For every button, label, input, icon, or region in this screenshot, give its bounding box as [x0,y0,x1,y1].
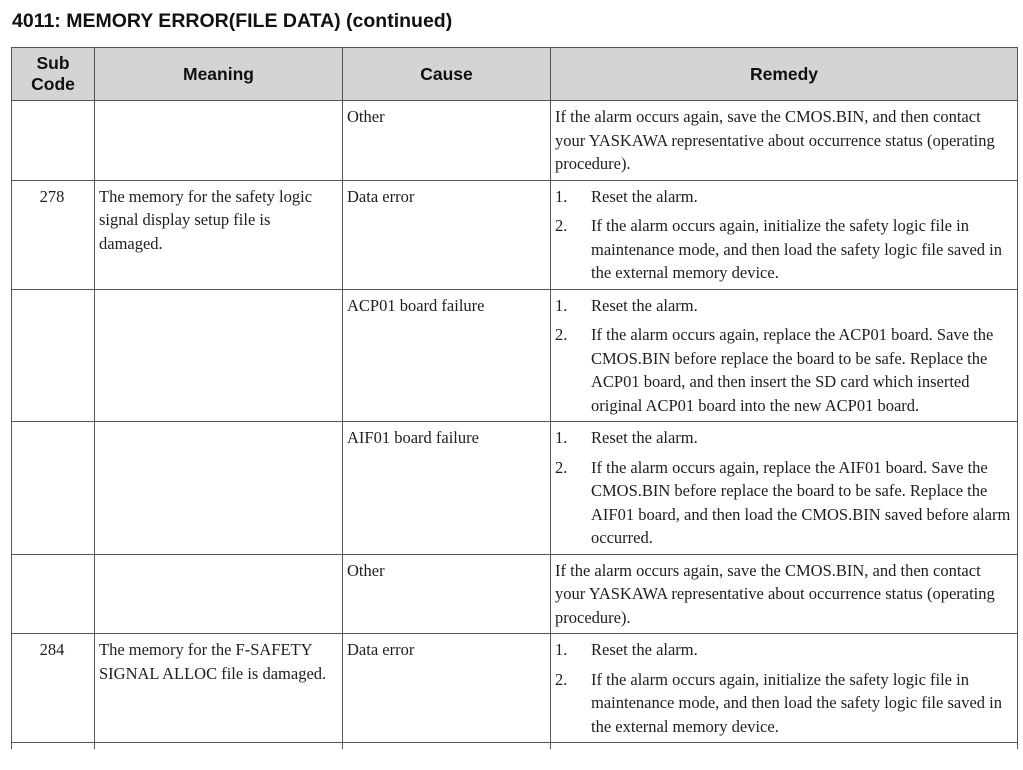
step-number: 1. [555,186,568,206]
meaning-cell [95,289,343,422]
step-number: 2. [555,669,568,689]
table-row [12,634,1018,743]
remedy-cell [551,101,1018,181]
table-continuation-row [12,743,1018,750]
step-text: Reset the alarm. [591,186,698,206]
table-header-row [12,48,1018,101]
continuation-cell [95,743,343,750]
remedy-step [555,456,1011,550]
remedy-step [555,426,1011,450]
header-remedy: Remedy [551,48,1018,101]
header-cause: Cause [343,48,551,101]
sub-code-cell [12,554,95,634]
sub-code-cell: 278 [12,180,95,289]
meaning-cell: The memory for the safety logic signal display setup file is damaged. [95,180,343,289]
remedy-cell [551,634,1018,743]
step-number: 2. [555,216,568,235]
remedy-cell [551,554,1018,634]
step-text: If the alarm occurs again, replace the AIF01 board. Save the CMOS.BIN before replace the board to be safe. Replace the AIF01 board, and then load the CMOS.BIN saved before alarm occurred. [591,457,1011,547]
remedy-steps-list [555,426,1011,550]
step-text: If the alarm occurs again, replace the ACP01 board. Save the CMOS.BIN before replace the board to be safe. Replace the ACP01 board, and then insert the SD card which inserted original ACP01 board into the new ACP01 board. [591,325,994,415]
remedy-steps-list [555,638,1011,738]
table-row [12,180,1018,289]
continuation-cell [343,743,551,750]
table-row [12,554,1018,634]
remedy-step [555,668,1011,739]
sub-code-cell [12,101,95,181]
meaning-cell: The memory for the F-SAFETY SIGNAL ALLOC file is damaged. [95,634,343,743]
table-row [12,422,1018,555]
cause-cell: Other [343,101,551,181]
remedy-steps-list [555,185,1011,285]
sub-code-cell: 284 [12,634,95,743]
alarm-table [11,47,1018,749]
header-meaning: Meaning [95,48,343,101]
cause-cell: ACP01 board failure [343,289,551,422]
cause-cell: Data error [343,634,551,743]
cause-cell: Other [343,554,551,634]
table-row [12,101,1018,181]
step-text: Reset the alarm. [591,295,698,315]
remedy-step [555,294,1011,318]
step-number: 2. [555,457,568,477]
continuation-cell [551,743,1018,750]
remedy-steps-list [555,294,1011,418]
remedy-cell [551,422,1018,555]
meaning-cell [95,422,343,555]
meaning-cell [95,101,343,181]
header-sub-code: Sub Code [12,48,95,101]
step-text: Reset the alarm. [591,640,698,659]
step-text: Reset the alarm. [591,428,698,447]
step-text: If the alarm occurs again, initialize the safety logic file in maintenance mode, and then load the safety logic file saved in the external memory device. [591,669,1002,736]
sub-code-cell [12,289,95,422]
table-row [12,289,1018,422]
cause-cell: Data error [343,180,551,289]
remedy-step [555,185,1011,209]
remedy-step [555,638,1011,662]
sub-code-cell [12,422,95,555]
step-number: 1. [555,295,568,315]
cause-cell: AIF01 board failure [343,422,551,555]
meaning-cell [95,554,343,634]
remedy-cell [551,289,1018,422]
continuation-cell [12,743,95,750]
remedy-text: If the alarm occurs again, save the CMOS.BIN, and then contact your YASKAWA representative about occurrence status (operating procedure). [555,107,995,173]
step-number: 1. [555,428,568,447]
remedy-step [555,214,1011,285]
page-title: 4011: MEMORY ERROR(FILE DATA) (continued) [12,10,453,32]
step-number: 2. [555,325,568,344]
step-text: If the alarm occurs again, initialize the safety logic file in maintenance mode, and then load the safety logic file saved in the external memory device. [591,216,1002,282]
remedy-cell [551,180,1018,289]
remedy-text: If the alarm occurs again, save the CMOS.BIN, and then contact your YASKAWA representative about occurrence status (operating procedure). [555,560,995,627]
remedy-step [555,323,1011,417]
step-number: 1. [555,640,568,659]
